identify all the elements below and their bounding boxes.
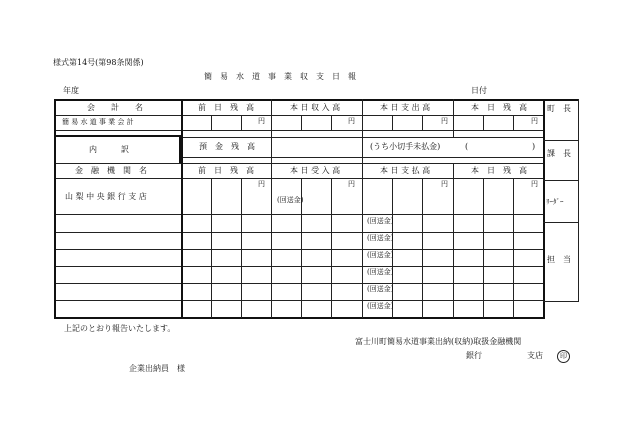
yen-unit-balance: 円 — [531, 117, 538, 125]
branch-label: 支店 — [527, 351, 543, 360]
report-statement: 上記のとおり報告いたします。 — [64, 324, 176, 333]
col-bank-prev-balance: 前 日 残 高 — [198, 166, 254, 175]
remittance-row-6: (回送金) — [367, 302, 394, 310]
page-title: 簡 易 水 道 事 業 収 支 日 報 — [204, 72, 356, 81]
deposit-balance-label: 預 金 残 高 — [199, 142, 255, 151]
col-today-income: 本 日 収 入 高 — [290, 103, 341, 112]
bank-yen-prev: 円 — [258, 180, 265, 188]
remittance-row-5: (回送金) — [367, 285, 394, 293]
approval-leader: ﾘｰﾀﾞｰ — [546, 198, 564, 206]
bank-label: 銀行 — [466, 351, 482, 360]
form-number: 様式第14号(第98条関係) — [53, 58, 144, 67]
yen-unit-prev: 円 — [258, 117, 265, 125]
remittance-row-2: (回送金) — [367, 234, 394, 242]
paren-close: ) — [532, 142, 536, 151]
approval-section-chief: 課 長 — [547, 149, 571, 158]
col-today-balance: 本 日 残 高 — [471, 103, 527, 112]
fiscal-year-label: 年度 — [63, 86, 79, 95]
yen-unit-expense: 円 — [441, 117, 448, 125]
bank-yen-paid: 円 — [441, 180, 448, 188]
remittance-row-3: (回送金) — [367, 251, 394, 259]
col-bank-name: 金 融 機 関 名 — [75, 166, 147, 175]
bank-name-value: 山 梨 中 央 銀 行 支 店 — [65, 192, 147, 201]
col-today-paid: 本 日 支 払 高 — [380, 166, 431, 175]
addressee: 企業出納員 様 — [129, 364, 185, 373]
unpaid-check-label: (うち小切手未払金) — [370, 142, 441, 151]
remittance-received: (回送金) — [277, 196, 304, 204]
remittance-row-1: (回送金) — [367, 217, 394, 225]
col-account-name: 会 計 名 — [87, 103, 143, 112]
remittance-row-4: (回送金) — [367, 268, 394, 276]
col-prev-balance: 前 日 残 高 — [198, 103, 254, 112]
breakdown-label: 内 訳 — [89, 145, 129, 154]
col-today-expense: 本 日 支 出 高 — [380, 103, 431, 112]
bank-yen-received: 円 — [348, 180, 355, 188]
paren-open: ( — [465, 142, 469, 151]
financial-institution: 富士川町簡易水道事業出納(収納)取扱金融機関 — [355, 337, 522, 346]
seal-mark: 印 — [557, 350, 570, 363]
col-today-received: 本 日 受 入 高 — [290, 166, 341, 175]
yen-unit-income: 円 — [348, 117, 355, 125]
approval-mayor: 町 長 — [547, 104, 571, 113]
account-name-value: 簡 易 水 道 事 業 会 計 — [62, 118, 134, 126]
date-label: 日付 — [471, 86, 487, 95]
approval-staff: 担 当 — [547, 255, 571, 264]
col-bank-today-balance: 本 日 残 高 — [471, 166, 527, 175]
bank-yen-balance: 円 — [531, 180, 538, 188]
